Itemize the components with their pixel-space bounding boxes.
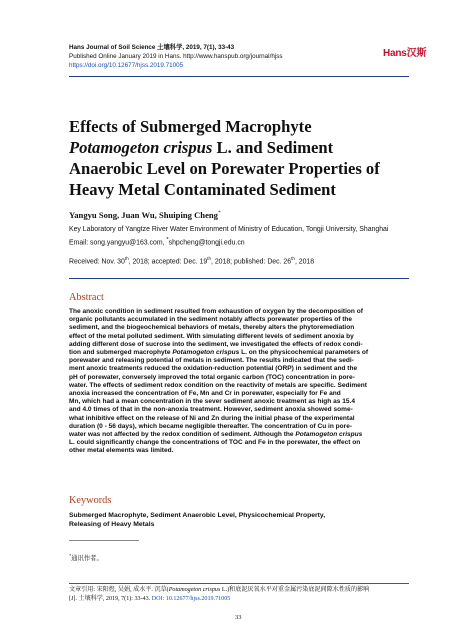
citation-rule <box>69 583 409 584</box>
abstract-line: The anoxic condition in sediment resulted from exhaustion of oxygen by the decomposition of <box>69 308 363 315</box>
citation-text: L.)和底泥厌氧水平对重金属污染底泥间隙水性质的影响 <box>220 587 370 593</box>
keywords-line: Releasing of Heavy Metals <box>69 521 155 528</box>
abstract-line: anoxia increased the concentration of Fe, Mn and Cr in porewater, especially for Fe and <box>69 390 341 398</box>
doi-link[interactable]: https://doi.org/10.12677/hjss.2019.71005 <box>69 62 184 69</box>
abstract-line: water. The effects of sediment redox condition on the reactivity of metals are specific. Sediment <box>69 381 367 389</box>
corresponding-email: shpcheng@tongji.edu.cn <box>168 239 245 247</box>
page-number: 33 <box>235 614 242 621</box>
title-line-2 <box>69 137 414 158</box>
abstract-line: porewater and releasing potential of metals in sediment. The results indicated that the sedi- <box>69 357 354 365</box>
abstract-line <box>69 349 412 357</box>
abstract-line: L. could significantly change the concentrations of TOC and Fe in the porewater, the effect on <box>69 439 361 447</box>
abstract-line: Mn, which had a mean concentration in the sever sediment anoxic treatment as high as 15.4 <box>69 398 355 406</box>
title-line-2-rest: L. and Sediment <box>212 138 334 157</box>
affiliation-line: Key Laboratory of Yangtze River Water Environment of Ministry of Education, Tongji University, Shanghai <box>69 226 389 233</box>
footnote-rule <box>69 540 139 541</box>
abstract-line: what inhibitive effect on the release of Ni and Zn during the initial phase of the experimental <box>69 414 355 422</box>
header-rule <box>69 76 409 77</box>
received-sup: th <box>124 256 129 261</box>
citation-text: [J]. 土壤科学, 2019, 7(1): 33-43. <box>69 596 152 602</box>
publication-info: Published Online January 2019 in Hans. http://www.hanspub.org/journal/hjss <box>69 53 283 60</box>
journal-info: Hans Journal of Soil Science 土壤科学, 2019, 7(1), 33-43 <box>69 44 235 51</box>
published-date: , 2018; published: Dec. 26 <box>211 258 292 266</box>
citation <box>69 586 369 604</box>
abstract-line: effect of the metal polluted sediment. With simulating different levels of sediment anoxia by <box>69 332 354 340</box>
citation-species: Potamogeton crispus <box>168 587 221 593</box>
abstract-line: pH of porewater, conversely improved the total organic carbon (TOC) concentration in pore- <box>69 373 355 381</box>
email-line <box>69 235 388 248</box>
published-year: , 2018 <box>294 258 315 266</box>
abstract-species-suffix: L. <box>239 349 247 357</box>
received-date: Received: Nov. 30 <box>69 258 125 266</box>
keywords-list <box>69 511 325 529</box>
corresponding-mark: * <box>217 210 221 217</box>
paper-title <box>69 116 414 200</box>
footnote <box>69 553 103 562</box>
title-species: Potamogeton crispus <box>69 138 213 157</box>
abstract-line: organic pollutants accumulated in the sediment notably affects porewater properties of the <box>69 316 353 324</box>
abstract-line: ment anoxic treatments reduced the oxidation-reduction potential (ORP) in sediment and the <box>69 365 358 373</box>
abstract-text: on the physicochemical parameters of <box>248 349 369 357</box>
abstract-text: tion and submerged macrophyte <box>69 349 173 357</box>
abstract-heading: Abstract <box>69 292 104 303</box>
title-line-3: Anaerobic Level on Porewater Properties of <box>69 159 380 178</box>
abstract-line: duration (0 - 56 days), which became negligible thereafter. The concentration of Cu in pore- <box>69 422 353 430</box>
abstract-line: other metal elements was limited. <box>69 447 174 455</box>
footnote-text: 通讯作者。 <box>71 555 103 563</box>
author-list <box>69 210 221 220</box>
keywords-heading: Keywords <box>69 495 112 506</box>
abstract-species: Potamogeton crispus <box>172 349 240 357</box>
affiliation <box>69 225 388 248</box>
abstract-line: adding different dose of sucrose into the sediment, we investigated the effects of redox condi- <box>69 340 363 348</box>
footnote-mark: * <box>69 553 72 558</box>
abstract-body <box>69 308 412 456</box>
hans-logo: Hans汉斯 <box>383 48 427 59</box>
abstract-text: water was not affected by the redox condition of sediment. Although the <box>69 431 296 439</box>
accepted-sup: th <box>207 256 212 261</box>
published-sup: th <box>291 256 295 261</box>
title-line-4: Heavy Metal Contaminated Sediment <box>69 180 336 199</box>
author-names: Yangyu Song, Juan Wu, Shuiping Cheng <box>69 210 218 220</box>
citation-line-1 <box>69 586 369 595</box>
citation-line-2 <box>69 595 369 604</box>
abstract-line <box>69 431 412 439</box>
received-dates <box>69 256 314 265</box>
email-mark: * <box>166 237 169 243</box>
abstract-species: Potamogeton crispus <box>295 431 363 439</box>
abstract-line: and 4.0 times of that in the non-anoxia treatment. However, sediment anoxia showed some- <box>69 406 353 414</box>
email-prefix: Email: song.yangyu@163.com, <box>69 239 167 247</box>
abstract-line: sediment, and the biogeochemical behaviors of metals, thereby alters the phytoremediation <box>69 324 355 332</box>
title-line-1: Effects of Submerged Macrophyte <box>69 117 312 136</box>
citation-text: 文章引用: 宋阳煜, 吴娟, 成水平. 沉草( <box>69 587 169 593</box>
keywords-line: Submerged Macrophyte, Sediment Anaerobic Level, Physicochemical Property, <box>69 512 326 519</box>
accepted-date: , 2018; accepted: Dec. 19 <box>128 258 208 266</box>
section-rule <box>69 278 409 279</box>
citation-doi-link[interactable]: DOI: 10.12677/hjss.2019.71005 <box>151 596 231 602</box>
